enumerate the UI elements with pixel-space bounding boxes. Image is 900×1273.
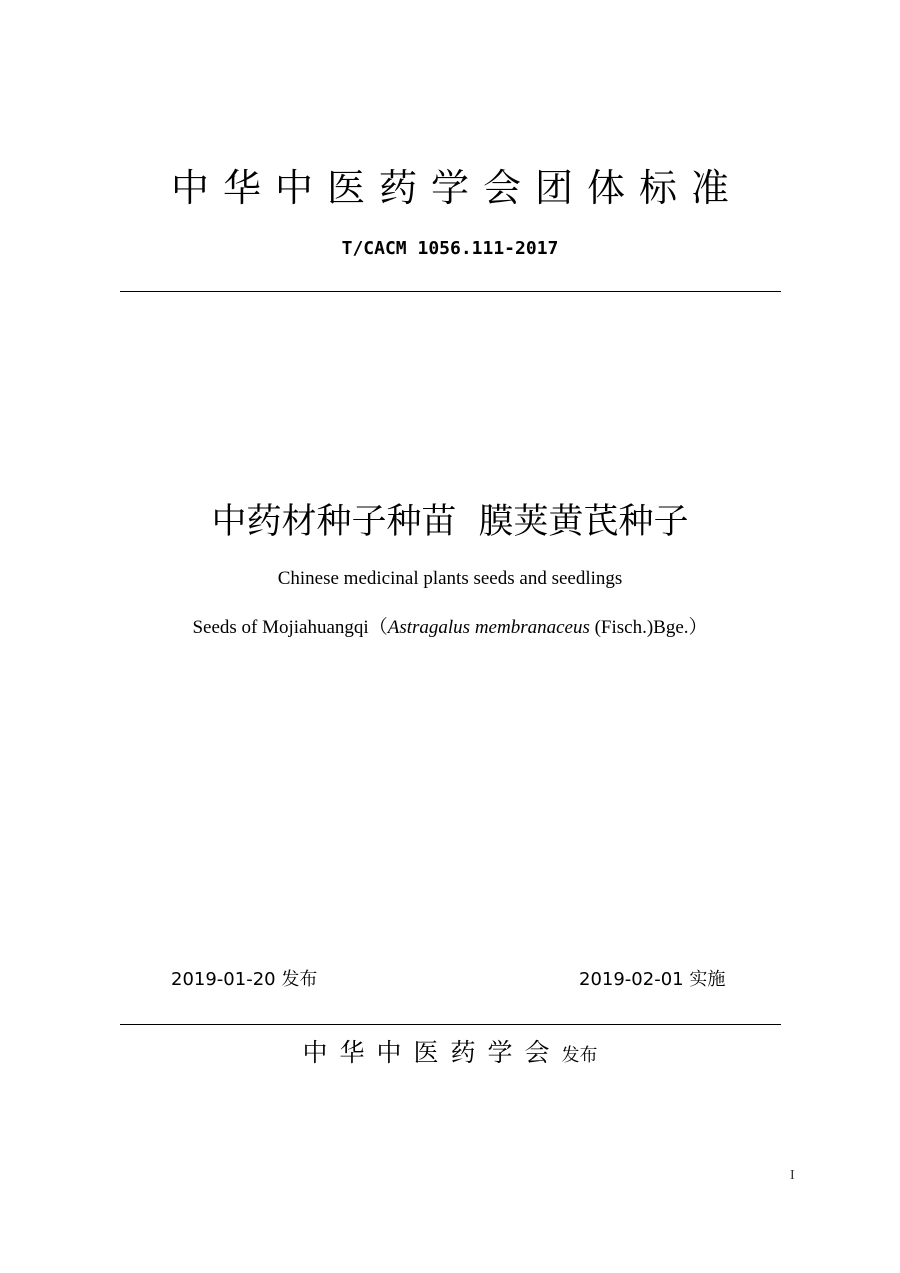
org-header-title: 中华中医药学会团体标准: [170, 166, 743, 210]
footer-publish-label: 发布: [561, 1045, 598, 1066]
english-title-suffix: (Fisch.)Bge.）: [589, 617, 708, 638]
english-title-prefix: Seeds of Mojiahuangqi（: [192, 617, 388, 638]
chinese-title-part2: 膜荚黄芪种子: [478, 502, 689, 542]
implementation-date: 2019-02-01 实施: [579, 969, 726, 990]
chinese-title: [0, 497, 900, 547]
issue-date: 2019-01-20 发布: [171, 969, 318, 990]
footer-org-name: 中华中医药学会: [302, 1038, 562, 1067]
english-title-line1: Chinese medicinal plants seeds and seedlings: [277, 568, 623, 589]
english-title-line2: [0, 615, 900, 641]
bottom-divider: [120, 1024, 781, 1025]
species-name-italic: Astragalus membranaceus: [387, 617, 590, 638]
chinese-title-part1: 中药材种子种苗: [211, 502, 457, 542]
footer-publisher: [0, 1034, 900, 1075]
top-divider: [120, 291, 781, 292]
page-number: I: [790, 1168, 795, 1183]
standard-number: T/CACM 1056.111-2017: [341, 238, 559, 259]
